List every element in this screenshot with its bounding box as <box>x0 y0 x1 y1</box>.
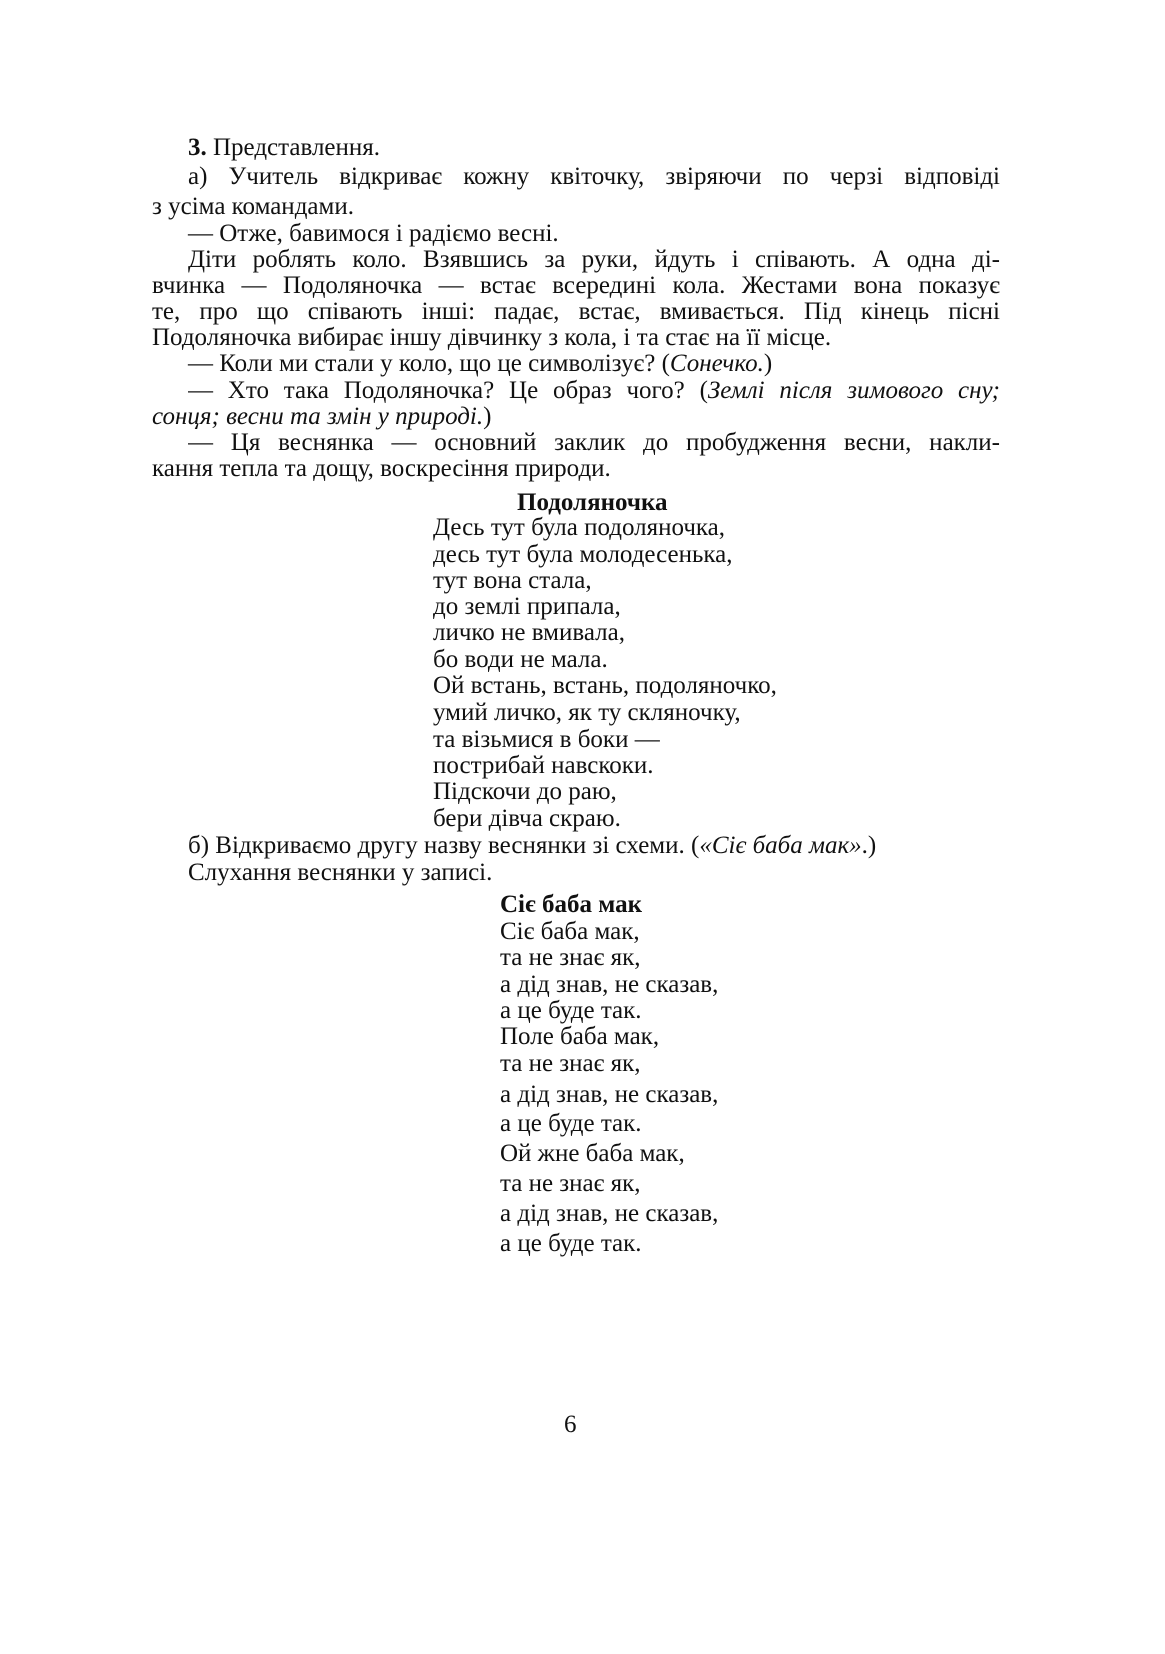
text-segment: ) <box>483 403 492 430</box>
paragraph-line <box>152 272 1000 300</box>
text-segment: Подоляночка вибирає іншу дівчинку з кола, і та стає на її місце. <box>152 324 832 351</box>
text-segment: кання тепла та дощу, воскресіння природи. <box>152 455 611 482</box>
paragraph-line <box>188 859 492 887</box>
poem-line: личко не вмивала, <box>433 619 625 646</box>
text-segment: — Ця веснянка — основний заклик до пробудження весни, накли- <box>188 429 1000 456</box>
text-segment: Представлення. <box>206 134 381 161</box>
poem-line: десь тут була молодесенька, <box>433 541 733 568</box>
poem-line: а це буде так. <box>500 1110 642 1137</box>
poem-line: Підскочи до раю, <box>433 778 617 805</box>
poem-line: а дід знав, не сказав, <box>500 1081 719 1108</box>
poem-line: Ой жне баба мак, <box>500 1140 685 1167</box>
poem-line: та візьмися в боки — <box>433 726 660 753</box>
paragraph-line <box>188 134 380 162</box>
paragraph-line <box>152 455 611 483</box>
poem-line: та не знає як, <box>500 1050 641 1077</box>
text-segment: а) Учитель відкриває кожну квіточку, звіряючи по черзі відповіді <box>188 163 1000 190</box>
italic-answer: сонця; весни та змін у природі. <box>152 403 484 430</box>
paragraph-line <box>188 246 1000 274</box>
paragraph-line <box>188 832 876 860</box>
text-segment: — Отже, бавимося і радіємо весні. <box>188 220 559 247</box>
paragraph-line <box>188 429 1000 457</box>
poem-line: Десь тут була подоляночка, <box>433 514 726 541</box>
poem-line: а це буде так. <box>500 997 642 1024</box>
paragraph-line <box>188 163 1000 191</box>
poem-line: умий личко, як ту скляночку, <box>433 699 741 726</box>
poem-line: а це буде так. <box>500 1230 642 1257</box>
text-segment: вчинка — Подоляночка — встає всередині кола. Жестами вона показує <box>152 272 1000 299</box>
paragraph-line <box>188 377 1000 405</box>
paragraph-line <box>152 403 491 431</box>
text-segment: Діти роблять коло. Взявшись за руки, йдуть і співають. А одна ді- <box>188 246 1000 273</box>
text-segment: .) <box>861 832 877 859</box>
poem-line: а дід знав, не сказав, <box>500 1200 719 1227</box>
text-segment: Слухання веснянки у записі. <box>188 859 493 886</box>
poem-line: Ой встань, встань, подоляночко, <box>433 672 777 699</box>
text-segment: — Коли ми стали у коло, що це символізує? ( <box>188 350 670 377</box>
poem-line: бери дівча скраю. <box>433 805 621 832</box>
paragraph-line <box>152 193 354 221</box>
text-segment: — Хто така Подоляночка? Це образ чого? ( <box>188 377 708 404</box>
italic-answer: Землі після зимового сну; <box>707 377 1000 404</box>
paragraph-line <box>188 220 559 248</box>
text-segment: ) <box>763 350 773 377</box>
paragraph-line <box>152 298 1000 326</box>
page-number: 6 <box>564 1411 577 1438</box>
poem-line: а дід знав, не сказав, <box>500 971 719 998</box>
paragraph-line <box>152 324 831 352</box>
poem-line: та не знає як, <box>500 944 641 971</box>
poem-line: тут вона стала, <box>433 567 592 594</box>
poem-title: Подоляночка <box>517 489 668 516</box>
poem-line: та не знає як, <box>500 1170 641 1197</box>
poem-line: Поле баба мак, <box>500 1023 660 1050</box>
poem-title: Сіє баба мак <box>500 891 643 918</box>
italic-answer: «Сіє баба мак» <box>699 832 862 859</box>
section-number: 3. <box>188 134 207 161</box>
poem-line: пострибай навскоки. <box>433 752 654 779</box>
poem-line: до землі припала, <box>433 593 621 620</box>
paragraph-line <box>188 350 772 378</box>
text-segment: те, про що співають інші: падає, встає, вмивається. Під кінець пісні <box>152 298 1000 325</box>
text-segment: б) Відкриваємо другу назву веснянки зі схеми. ( <box>188 832 700 859</box>
poem-line: бо води не мала. <box>433 646 608 673</box>
text-segment: з усіма командами. <box>152 193 354 220</box>
poem-line: Сіє баба мак, <box>500 918 640 945</box>
italic-answer: Сонечко. <box>669 350 764 377</box>
